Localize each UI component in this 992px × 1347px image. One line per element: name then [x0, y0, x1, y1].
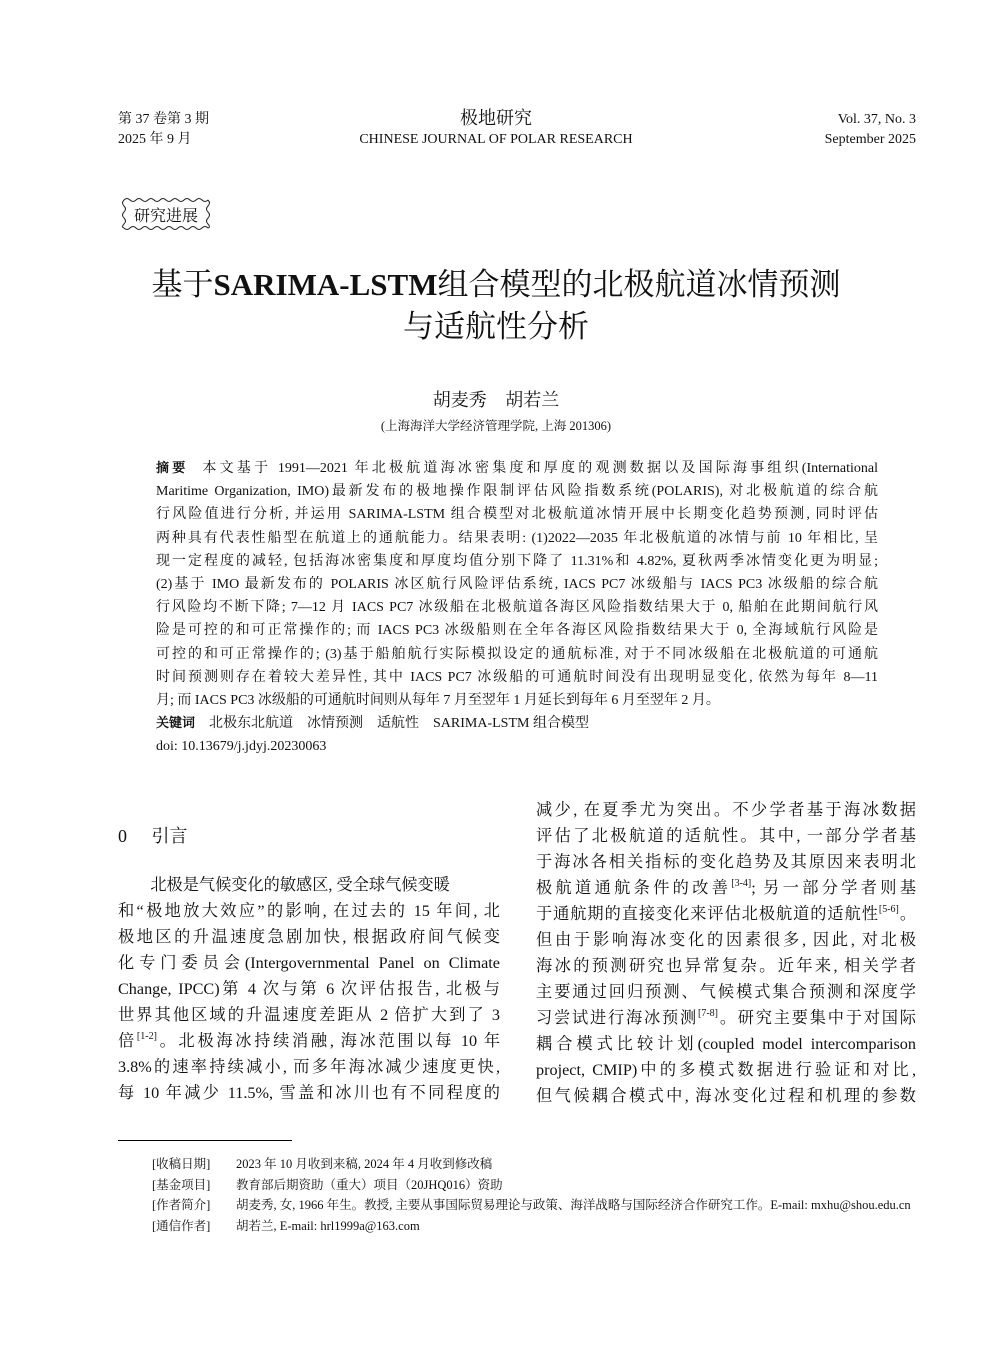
body-line: project, CMIP)中的多模式数据进行验证和对比, — [536, 1061, 916, 1079]
affiliation: (上海海洋大学经济管理学院, 上海 201306) — [380, 419, 612, 433]
footnote-value: 2023 年 10 月收到来稿, 2024 年 4 月收到修改稿 — [236, 1157, 493, 1171]
footnote-value: 胡若兰, E-mail: hrl1999a@163.com — [236, 1218, 420, 1233]
date-cn: 2025 年 9 月 — [118, 132, 192, 147]
abstract-line: 行风险值进行分析, 并运用 SARIMA-LSTM 组合模型对北极航道冰情开展中长期变化趋势预测, 同时评估 — [156, 507, 878, 523]
body-line: 和“极地放大效应”的影响, 在过去的 15 年间, 北 — [118, 902, 500, 920]
footnote-key: [通信作者] — [152, 1218, 211, 1233]
section-number: 0 — [118, 826, 127, 846]
body-line: 于海冰各相关指标的变化趋势及其原因来表明北 — [536, 853, 916, 871]
journal-name-en: CHINESE JOURNAL OF POLAR RESEARCH — [359, 132, 633, 147]
body-line: 但由于影响海冰变化的因素很多, 因此, 对北极 — [536, 931, 916, 949]
keywords-line — [156, 712, 878, 735]
body-line: 极地区的升温速度急剧加快, 根据政府间气候变 — [118, 928, 500, 946]
footnote-key: [收稿日期] — [152, 1157, 211, 1171]
header-volume-en — [825, 110, 916, 150]
abstract-line: 现一定程度的减轻, 包括海冰密集度和厚度均值分别下降了 11.31%和 4.82%, 夏秋两季冰情变化更为明显; — [156, 553, 878, 569]
body-line: 极航道通航条件的改善[3-4]; 另一部分学者则基 — [536, 878, 917, 897]
body-line: 于通航期的直接变化来评估北极航道的适航性[5-6]。 — [536, 904, 917, 923]
footnote-row — [152, 1175, 916, 1196]
abstract-line: (2)基于 IMO 最新发布的 POLARIS 冰区航行风险评估系统, IACS PC7 冰级船与 IACS PC3 冰级船的综合航 — [156, 577, 878, 593]
footnote-row — [152, 1216, 916, 1237]
badge-label: 研究进展 — [133, 207, 198, 225]
citation: [5-6] — [878, 904, 899, 915]
body-line: 每 10 年减少 11.5%, 雪盖和冰川也有不同程度的 — [118, 1084, 500, 1102]
doi: doi: 10.13679/j.jdyj.20230063 — [156, 739, 327, 755]
section-heading — [118, 822, 188, 848]
body-line: 评估了北极航道的适航性。其中, 一部分学者基 — [536, 827, 916, 845]
abstract-line: 摘要 本文基于 1991—2021 年北极航道海冰密集度和厚度的观测数据以及国际海事组织(International — [156, 461, 878, 476]
volume-cn: 第 37 卷第 3 期 — [118, 112, 209, 127]
abstract-line: 可控的和可正常操作的; (3)基于船舶航行实际模拟设定的通航标准, 对于不同冰级船在北极航道的可通航 — [156, 646, 878, 662]
footnote-row — [152, 1154, 916, 1175]
body-line: 减少, 在夏季尤为突出。不少学者基于海冰数据 — [536, 801, 916, 819]
citation: [3-4] — [731, 878, 752, 889]
body-line: 习尝试进行海冰预测[7-8]。研究主要集中于对国际 — [536, 1008, 916, 1027]
abstract-line: 险是可控的和可正常操作的; 而 IACS PC3 冰级船则在全年各海区风险指数结果大于 0, 全海域航行风险是 — [156, 623, 878, 639]
footnote-value: 教育部后期资助（重大）项目（20JHQ016）资助 — [236, 1177, 503, 1192]
body-line: 世界其他区域的升温速度差距从 2 倍扩大到了 3 — [118, 1006, 500, 1024]
authors: 胡麦秀 胡若兰 — [432, 390, 560, 410]
body-line: 化专门委员会(Intergovernmental Panel on Climate — [118, 954, 500, 972]
abstract — [156, 457, 878, 759]
column-badge — [120, 196, 212, 232]
body-line: Change, IPCC)第 4 次与第 6 次评估报告, 北极与 — [118, 980, 500, 998]
footnotes — [152, 1154, 916, 1236]
body-line: 海冰的预测研究也异常复杂。近年来, 相关学者 — [536, 957, 916, 975]
body-line: 但气候耦合模式中, 海冰变化过程和机理的参数 — [536, 1087, 916, 1105]
body-right-column — [536, 797, 916, 1109]
body-line: 北极是气候变化的敏感区, 受全球气候变暖 — [118, 876, 450, 894]
date-en: September 2025 — [824, 132, 916, 147]
footnote-value: 胡麦秀, 女, 1966 年生。教授, 主要从事国际贸易理论与政策、海洋战略与国际经济合作研究工作。E-mail: mxhu@shou.edu.cn — [236, 1198, 911, 1212]
footnote-divider — [118, 1140, 292, 1141]
abstract-line: 两种具有代表性船型在航道上的通航能力。结果表明: (1)2022—2035 年北极航道的冰情与前 10 年相比, 呈 — [156, 530, 878, 546]
title-model: SARIMA-LSTM — [213, 267, 438, 302]
keywords: 北极东北航道 冰情预测 适航性 SARIMA-LSTM 组合模型 — [209, 716, 589, 732]
body-line: 倍[1-2]。北极海冰持续消融, 海冰范围以每 10 年 — [118, 1031, 501, 1050]
abstract-line: 时间预测则存在着较大差异性, 其中 IACS PC7 冰级船的可通航时间没有出现明显变化, 依然为每年 8—11 — [156, 669, 878, 685]
title-part: 基于 — [151, 267, 214, 302]
section-title: 引言 — [151, 826, 188, 846]
body-line: 3.8%的速率持续减小, 而多年海冰减少速度更快, — [118, 1058, 500, 1076]
title-part: 组合模型的北极航道冰情预测 — [437, 267, 841, 302]
footnote-key: [作者简介] — [152, 1198, 211, 1212]
body-line: 耦合模式比较计划(coupled model intercomparison — [536, 1035, 916, 1053]
citation: [1-2] — [136, 1031, 157, 1042]
abstract-line: 行风险均不断下降; 7—12 月 IACS PC7 冰级船在北极航道各海区风险指数结果大于 0, 船舶在此期间航行风 — [156, 600, 878, 616]
body-left-column — [118, 872, 500, 1106]
citation: [7-8] — [698, 1008, 718, 1019]
journal-name-cn: 极地研究 — [460, 108, 532, 128]
title-line2: 与适航性分析 — [403, 309, 589, 344]
paper-title — [0, 264, 992, 348]
volume-en: Vol. 37, No. 3 — [837, 112, 916, 127]
body-line: 主要通过回归预测、气候模式集合预测和深度学 — [536, 983, 916, 1001]
abstract-line: Maritime Organization, IMO)最新发布的极地操作限制评估风险指数系统(POLARIS), 对北极航道的综合航 — [156, 484, 878, 500]
abstract-line: 月; 而 IACS PC3 冰级船的可通航时间则从每年 7 月至翌年 1 月延长到每年 6 月至翌年 2 月。 — [156, 693, 720, 709]
abstract-label: 摘要 — [156, 461, 189, 476]
footnote-key: [基金项目] — [152, 1177, 211, 1192]
footnote-row — [152, 1195, 916, 1216]
keywords-label: 关键词 — [156, 716, 196, 732]
